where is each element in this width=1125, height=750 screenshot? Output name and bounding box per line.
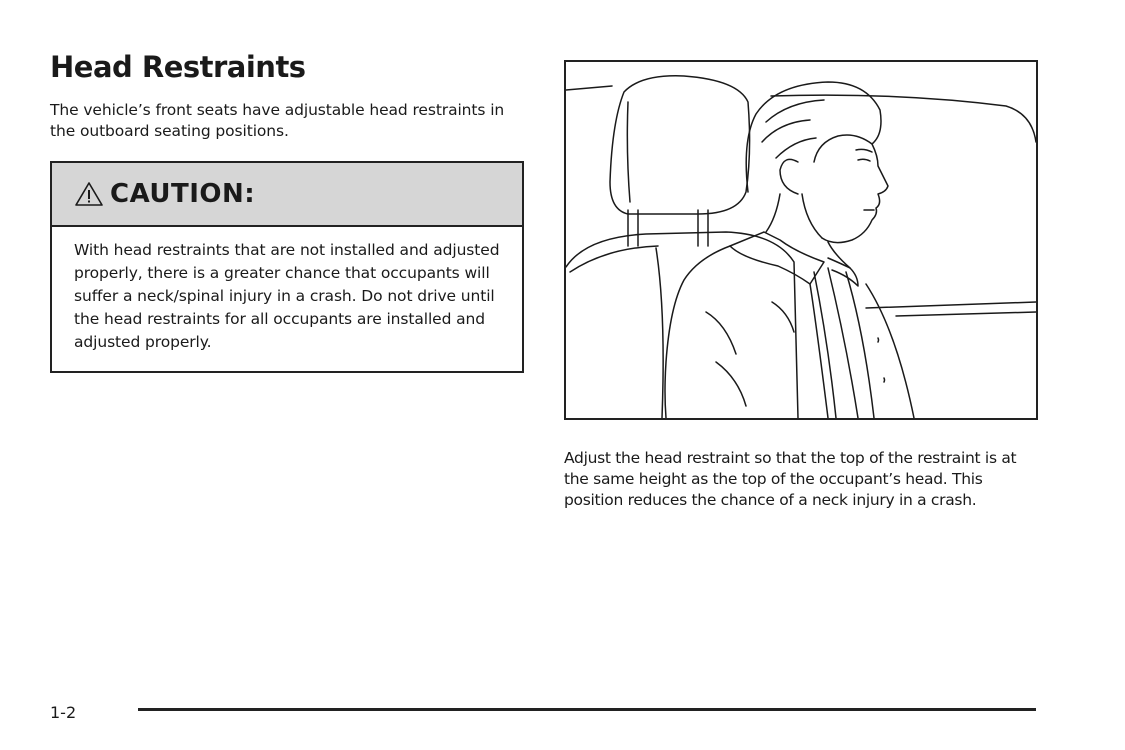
restraint-post-left [628, 210, 638, 246]
seat-back [566, 232, 798, 418]
page-title: Head Restraints [50, 50, 306, 84]
caution-heading: CAUTION: [110, 179, 256, 209]
seat-belt-edge-2 [828, 268, 858, 418]
caution-box [50, 161, 524, 373]
footer-rule [138, 708, 1036, 711]
head-restraint [610, 76, 750, 214]
shirt-placket [846, 272, 874, 418]
window-sill-line-2 [896, 312, 1036, 316]
shoulder [665, 246, 730, 418]
window-sill-line [866, 302, 1036, 308]
eyebrow [856, 149, 872, 152]
head-restraint-illustration [564, 60, 1038, 420]
caution-header [52, 163, 522, 227]
collar [730, 232, 824, 284]
head-restraint-seam [627, 102, 630, 202]
neck-back [766, 194, 780, 232]
warning-triangle-icon [74, 181, 104, 207]
neck-front [828, 242, 850, 268]
shirt-front [810, 284, 828, 418]
intro-paragraph: The vehicle’s front seats have adjustable head restraints in the outboard seating positions. [50, 101, 505, 140]
face-profile [822, 144, 888, 243]
caution-body: With head restraints that are not installed and adjusted properly, there is a greater chance that occupants will suffer a neck/spinal injury in a crash. Do not drive until the head restraints for all occupants are installed and adjusted properly. [74, 241, 500, 351]
shirt-wrinkle [706, 302, 794, 406]
buttons [878, 338, 885, 382]
figure-caption: Adjust the head restraint so that the top of the restraint is at the same height as the top of the occupant’s head. This position reduces the chance of a neck injury in a crash. [564, 449, 1017, 509]
hair-detail [762, 100, 824, 158]
shirt-arm [866, 284, 914, 418]
seat-back-side [656, 248, 663, 418]
ear [780, 159, 798, 194]
restraint-post-right [698, 210, 708, 246]
eye [858, 159, 870, 161]
page-number: 1-2 [50, 703, 77, 722]
interior-line [566, 86, 612, 90]
jaw [802, 194, 822, 238]
